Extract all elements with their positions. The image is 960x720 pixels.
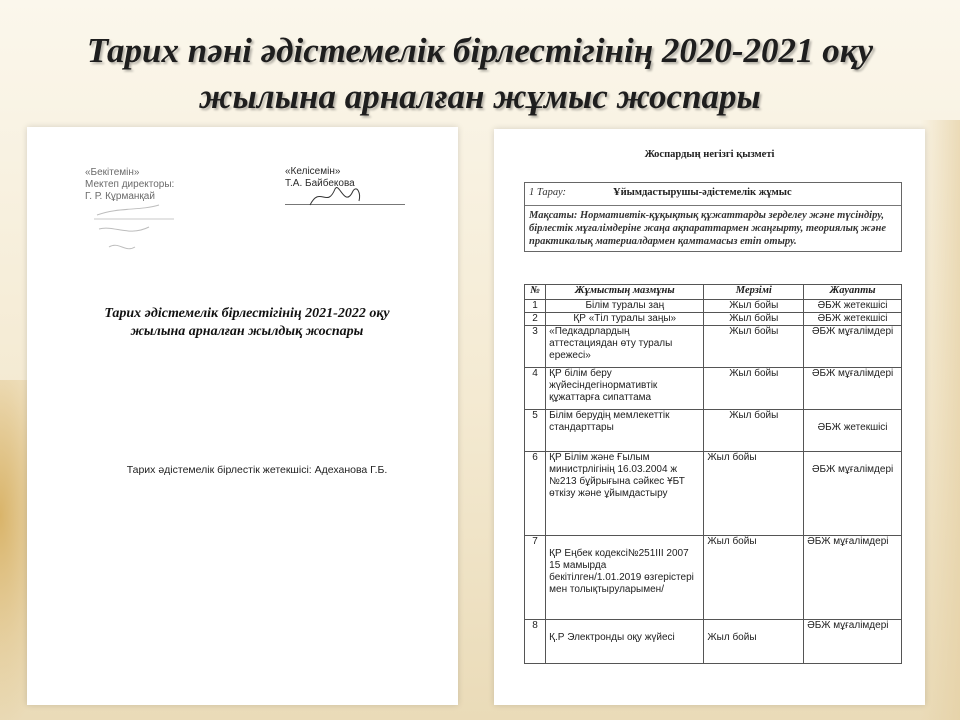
row-resp: ӘБЖ мұғалімдері bbox=[804, 452, 902, 536]
table-row bbox=[525, 620, 902, 664]
column-header-resp: Жауапты bbox=[804, 285, 902, 300]
row-num: 4 bbox=[525, 368, 546, 410]
table-header-row bbox=[525, 285, 902, 300]
row-task: ҚР білім беру жүйесіндегінормативтік құжаттарға сипаттама bbox=[546, 368, 704, 410]
row-num: 8 bbox=[525, 620, 546, 664]
row-resp: ӘБЖ мұғалімдері bbox=[804, 620, 902, 664]
approve-label: «Бекітемін» bbox=[85, 167, 140, 178]
direction-box bbox=[524, 182, 902, 252]
leader-text: Тарих әдістемелік бірлестік жетекшісі: Адеханова Г.Б. bbox=[126, 464, 388, 476]
row-resp: ӘБЖ жетекшісі bbox=[804, 410, 902, 452]
left-document-title-line-1: Тарих әдістемелік бірлестігінің 2021-2022 оқу bbox=[104, 306, 390, 321]
row-num: 1 bbox=[525, 300, 546, 313]
row-resp: ӘБЖ мұғалімдері bbox=[804, 536, 902, 620]
slide-title-line-2: жылына арналған жұмыс жоспары bbox=[199, 77, 761, 116]
left-document-title-line-2: жылына арналған жылдық жоспары bbox=[130, 324, 364, 339]
row-task: Білім берудің мемлекеттік стандарттары bbox=[546, 410, 704, 452]
row-num: 2 bbox=[525, 313, 546, 326]
row-term: Жыл бойы bbox=[704, 410, 804, 452]
table-row bbox=[525, 368, 902, 410]
plan-heading: Жоспардың негізгі қызметі bbox=[644, 149, 775, 160]
table-row bbox=[525, 300, 902, 313]
agree-name: Т.А. Байбекова bbox=[285, 178, 355, 189]
table-row bbox=[525, 326, 902, 368]
plan-table bbox=[524, 284, 902, 664]
background-decoration-right bbox=[920, 120, 960, 720]
row-term: Жыл бойы bbox=[704, 300, 804, 313]
left-document-page bbox=[27, 127, 458, 705]
column-header-task: Жұмыстың мазмұны bbox=[546, 285, 704, 300]
direction-title: Ұйымдастырушы-әдістемелік жұмыс bbox=[613, 187, 792, 198]
row-num: 5 bbox=[525, 410, 546, 452]
row-term: Жыл бойы bbox=[704, 368, 804, 410]
director-name: Г. Р. Кұрманқай bbox=[85, 191, 155, 202]
row-task: Білім туралы заң bbox=[546, 300, 704, 313]
row-num: 6 bbox=[525, 452, 546, 536]
left-document-title bbox=[67, 305, 427, 341]
row-term: Жыл бойы bbox=[704, 452, 804, 536]
row-resp: ӘБЖ жетекшісі bbox=[804, 313, 902, 326]
director-label: Мектеп директоры: bbox=[85, 179, 175, 190]
row-task: ҚР Білім және Ғылым министрлігінің 16.03.2004 ж №213 бұйрығына сәйкес ҰБТ өткізу және ұйымдастыру bbox=[546, 452, 704, 536]
row-num: 3 bbox=[525, 326, 546, 368]
row-task: ҚР «Тіл туралы заңы» bbox=[546, 313, 704, 326]
column-header-num: № bbox=[525, 285, 546, 300]
row-term: Жыл бойы bbox=[704, 326, 804, 368]
agreement-signature-icon bbox=[305, 179, 365, 213]
row-task: ҚР Еңбек кодексі№251ІІІ 2007 15 мамырда бекітілген/1.01.2019 өзгерістері мен толықтыруларымен/ bbox=[546, 536, 704, 620]
direction-label: 1 Тарау: bbox=[529, 187, 566, 198]
row-task: Қ.Р Электронды оқу жүйесі bbox=[546, 620, 704, 664]
column-header-term: Мерзімі bbox=[704, 285, 804, 300]
slide-title-line-1: Тарих пәні әдістемелік бірлестігінің 2020-2021 оқу bbox=[86, 31, 874, 70]
slide-title bbox=[20, 28, 940, 120]
row-term: Жыл бойы bbox=[704, 536, 804, 620]
table-row bbox=[525, 410, 902, 452]
right-document-page bbox=[494, 129, 925, 705]
row-term: Жыл бойы bbox=[704, 620, 804, 664]
row-resp: ӘБЖ мұғалімдері bbox=[804, 326, 902, 368]
divider bbox=[525, 205, 901, 206]
table-row bbox=[525, 452, 902, 536]
goal-text: Мақсаты: Нормативтік-құқықтық құжаттарды зерделеу және түсіндіру, бірлестік мұғалімдеріне жаңа ақпараттармен жаңғырту, теориялық және практикалық материалдармен қамтамасыз етіп отыру. bbox=[529, 210, 886, 247]
row-resp: ӘБЖ мұғалімдері bbox=[804, 368, 902, 410]
director-signature-icon bbox=[89, 197, 179, 267]
row-resp: ӘБЖ жетекшісі bbox=[804, 300, 902, 313]
agree-label: «Келісемін» bbox=[285, 166, 341, 177]
row-task: «Педкадрлардың аттестациядан өту туралы ережесі» bbox=[546, 326, 704, 368]
row-num: 7 bbox=[525, 536, 546, 620]
table-row bbox=[525, 313, 902, 326]
row-term: Жыл бойы bbox=[704, 313, 804, 326]
table-row bbox=[525, 536, 902, 620]
